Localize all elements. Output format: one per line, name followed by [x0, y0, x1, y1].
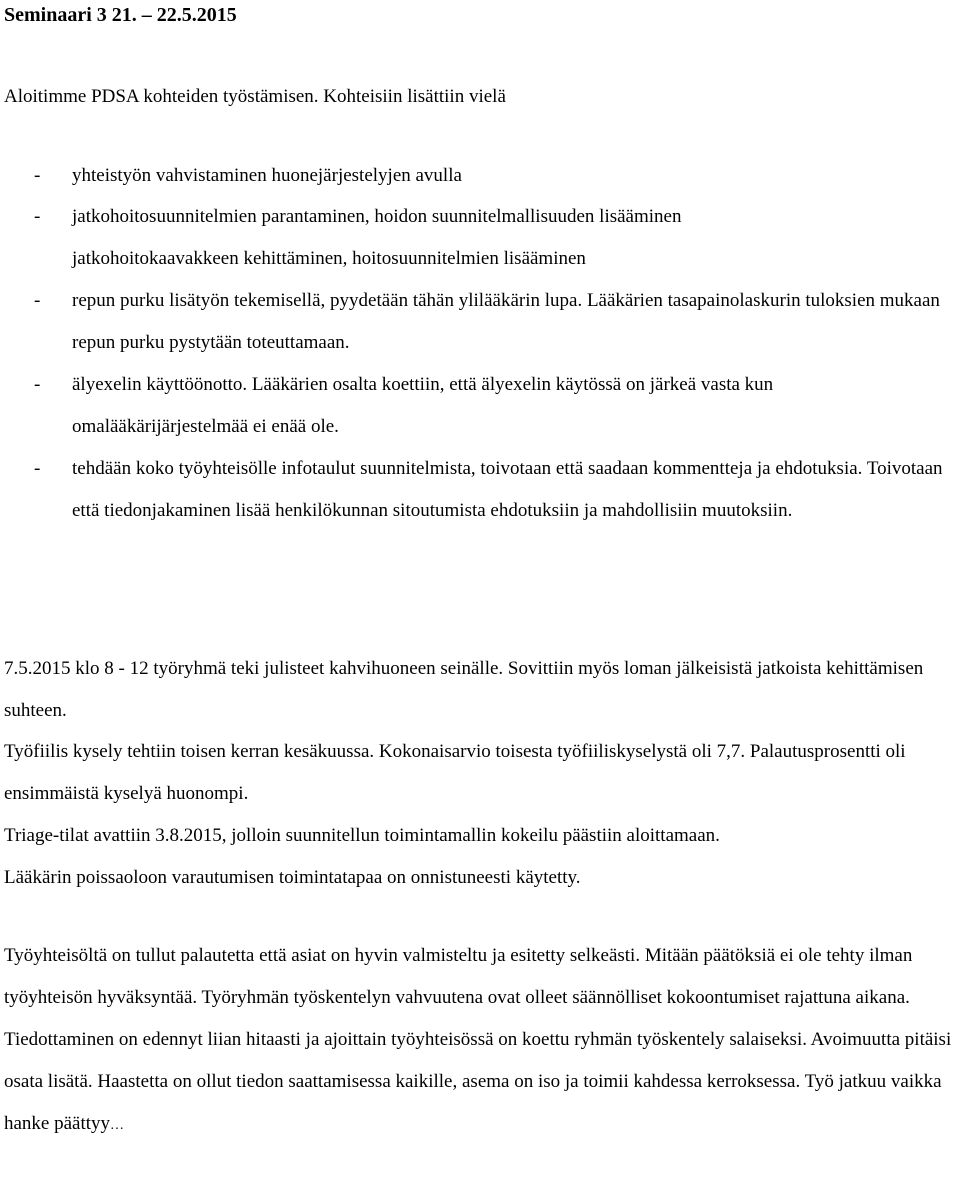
trailing-ellipsis: … — [110, 1118, 125, 1133]
list-item — [4, 448, 954, 532]
paragraph-1: 7.5.2015 klo 8 - 12 työryhmä teki julisteet kahvihuoneen seinälle. Sovittiin myös loman jälkeisistä jatkoista kehittämisen suhteen. — [4, 658, 924, 721]
paragraph-2: Työfiilis kysely tehtiin toisen kerran kesäkuussa. Kokonaisarvio toisesta työfiiliskyselystä oli 7,7. Palautusprosentti oli ensimmäistä kyselyä huonompi. — [4, 741, 906, 804]
list-item — [4, 196, 954, 238]
list-item — [4, 156, 954, 196]
intro-paragraph: Aloitimme PDSA kohteiden työstämisen. Kohteisiin lisättiin vielä — [4, 86, 506, 107]
list-dash: - — [34, 165, 41, 186]
action-list — [4, 156, 954, 532]
paragraph-5 — [4, 935, 954, 1147]
list-item-text: jatkohoitosuunnitelmien parantaminen, hoidon suunnitelmallisuuden lisääminen — [72, 206, 682, 227]
list-item-text: älyexelin käyttöönotto. Lääkärien osalta koettiin, että älyexelin käytössä on järkeä vasta kun omalääkärijärjestelmää ei enää ole. — [72, 374, 774, 437]
list-dash: - — [34, 206, 41, 227]
list-item-text: tehdään koko työyhteisölle infotaulut suunnitelmista, toivotaan että saadaan kommentteja ja ehdotuksia. Toivotaan että tiedonjakaminen lisää henkilökunnan sitoutumista ehdotuksiin ja mahdollisiin muutoksiin. — [72, 458, 943, 521]
list-item-text: yhteistyön vahvistaminen huonejärjestelyjen avulla — [72, 165, 462, 186]
paragraph-4: Lääkärin poissaoloon varautumisen toimintatapaa on onnistuneesti käytetty. — [4, 867, 581, 888]
list-item-text: jatkohoitokaavakkeen kehittäminen, hoitosuunnitelmien lisääminen — [72, 248, 586, 269]
list-dash: - — [34, 458, 41, 479]
list-item — [4, 238, 954, 280]
paragraph-3: Triage-tilat avattiin 3.8.2015, jolloin suunnitellun toimintamallin kokeilu päästiin aloittamaan. — [4, 825, 720, 846]
list-item — [4, 280, 954, 364]
list-item — [4, 364, 954, 448]
list-dash: - — [34, 374, 41, 395]
list-item-text: repun purku lisätyön tekemisellä, pyydetään tähän ylilääkärin lupa. Lääkärien tasapainolaskurin tuloksien mukaan repun purku pystytään toteuttamaan. — [72, 290, 940, 353]
document-title: Seminaari 3 21. – 22.5.2015 — [4, 4, 237, 26]
list-dash: - — [34, 290, 41, 311]
paragraph-5-text: Työyhteisöltä on tullut palautetta että asiat on hyvin valmisteltu ja esitetty selkeästi. Mitään päätöksiä ei ole tehty ilman työyhteisön hyväksyntää. Työryhmän työskentelyn vahvuutena ovat olleet säännölliset kokoontumiset rajattuna aikana. Tiedottaminen on edennyt liian hitaasti ja ajoittain työyhteisössä on koettu ryhmän työskentely salaiseksi. Avoimuutta pitäisi osata lisätä. Haastetta on ollut tiedon saattamisessa kaikille, asema on iso ja toimii kahdessa kerroksessa. Työ jatkuu vaikka hanke päättyy — [4, 945, 952, 1134]
